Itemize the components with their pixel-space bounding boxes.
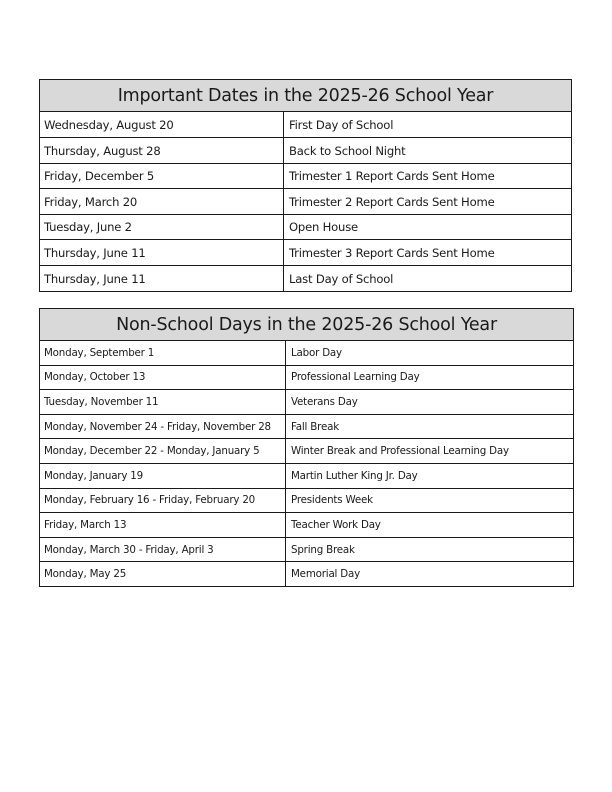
event-cell: Spring Break — [286, 537, 574, 562]
date-cell: Wednesday, August 20 — [40, 112, 284, 138]
date-cell: Monday, November 24 - Friday, November 28 — [40, 414, 286, 439]
event-cell: Last Day of School — [284, 266, 572, 292]
date-cell: Tuesday, June 2 — [40, 215, 284, 240]
event-cell: Memorial Day — [286, 562, 574, 587]
non-school-days-title: Non-School Days in the 2025-26 School Year — [40, 309, 574, 341]
table-row — [40, 164, 572, 189]
event-cell: Teacher Work Day — [286, 513, 574, 538]
table-row — [40, 341, 574, 366]
table-row — [40, 266, 572, 292]
table-row — [40, 365, 574, 390]
event-cell: Presidents Week — [286, 488, 574, 513]
table-row — [40, 138, 572, 164]
event-cell: Labor Day — [286, 341, 574, 366]
table-row — [40, 390, 574, 415]
important-dates-table — [39, 79, 572, 292]
event-cell: Back to School Night — [284, 138, 572, 164]
event-cell: First Day of School — [284, 112, 572, 138]
date-cell: Friday, December 5 — [40, 164, 284, 189]
date-cell: Monday, March 30 - Friday, April 3 — [40, 537, 286, 562]
event-cell: Trimester 2 Report Cards Sent Home — [284, 189, 572, 215]
table-row — [40, 463, 574, 488]
date-cell: Friday, March 13 — [40, 513, 286, 538]
table-row — [40, 112, 572, 138]
date-cell: Monday, December 22 - Monday, January 5 — [40, 439, 286, 464]
table-row — [40, 215, 572, 240]
date-cell: Thursday, August 28 — [40, 138, 284, 164]
date-cell: Monday, September 1 — [40, 341, 286, 366]
date-cell: Monday, May 25 — [40, 562, 286, 587]
event-cell: Veterans Day — [286, 390, 574, 415]
table-row — [40, 240, 572, 266]
date-cell: Monday, January 19 — [40, 463, 286, 488]
date-cell: Thursday, June 11 — [40, 266, 284, 292]
event-cell: Fall Break — [286, 414, 574, 439]
event-cell: Trimester 3 Report Cards Sent Home — [284, 240, 572, 266]
table-row — [40, 189, 572, 215]
event-cell: Winter Break and Professional Learning Day — [286, 439, 574, 464]
date-cell: Friday, March 20 — [40, 189, 284, 215]
table-row — [40, 488, 574, 513]
date-cell: Tuesday, November 11 — [40, 390, 286, 415]
table-row — [40, 513, 574, 538]
event-cell: Martin Luther King Jr. Day — [286, 463, 574, 488]
table-row — [40, 562, 574, 587]
table-row — [40, 537, 574, 562]
date-cell: Monday, October 13 — [40, 365, 286, 390]
event-cell: Open House — [284, 215, 572, 240]
event-cell: Professional Learning Day — [286, 365, 574, 390]
date-cell: Thursday, June 11 — [40, 240, 284, 266]
table-row — [40, 414, 574, 439]
date-cell: Monday, February 16 - Friday, February 20 — [40, 488, 286, 513]
event-cell: Trimester 1 Report Cards Sent Home — [284, 164, 572, 189]
non-school-days-table — [39, 308, 574, 587]
table-row — [40, 439, 574, 464]
important-dates-title: Important Dates in the 2025-26 School Year — [40, 80, 572, 112]
